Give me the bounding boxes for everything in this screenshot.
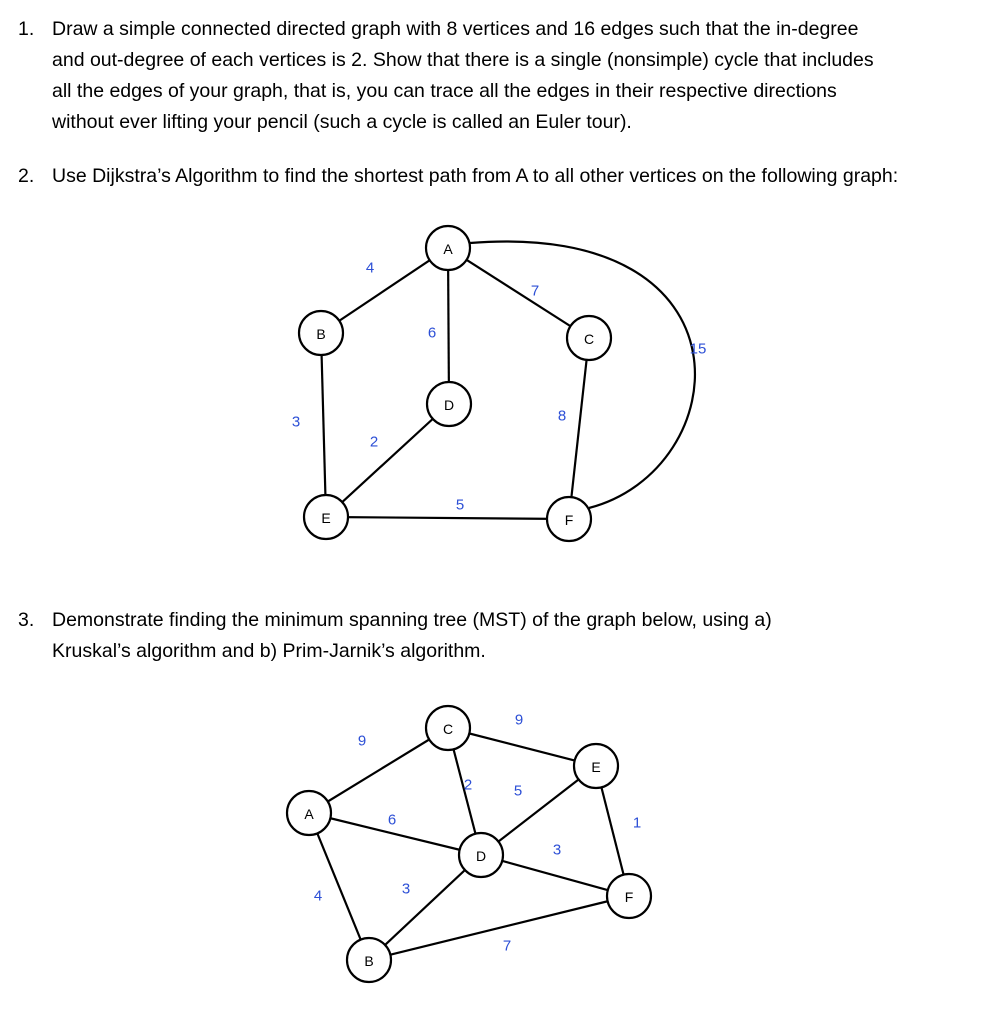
edge-weight-C-D: 2 <box>463 776 473 794</box>
edge-weight-D-B: 3 <box>401 880 411 898</box>
edge-weight-D-E: 2 <box>369 433 379 451</box>
vertex-label-C: C <box>583 331 595 347</box>
edge-D-E <box>326 404 449 517</box>
edge-weight-A-B: 4 <box>365 259 375 277</box>
edge-weight-A-B: 4 <box>313 887 323 905</box>
vertex-label-E: E <box>591 759 601 775</box>
vertex-label-B: B <box>364 953 374 969</box>
edge-weight-E-F: 5 <box>455 496 465 514</box>
vertex-label-C: C <box>442 721 454 737</box>
vertex-label-E: E <box>321 510 331 526</box>
vertex-label-D: D <box>443 397 455 413</box>
question-number: 2. <box>18 165 35 187</box>
question-line: Draw a simple connected directed graph with 8 vertices and 16 edges such that the in-degree <box>52 18 859 40</box>
edge-weight-A-C: 7 <box>530 282 540 300</box>
question-line: Demonstrate finding the minimum spanning tree (MST) of the graph below, using a) <box>52 609 772 631</box>
edge-A-D <box>448 248 449 404</box>
vertex-label-F: F <box>624 889 634 905</box>
edge-weight-A-D: 6 <box>387 811 397 829</box>
edge-weight-A-D: 6 <box>427 324 437 342</box>
question-line: Use Dijkstra’s Algorithm to find the shortest path from A to all other vertices on the following graph: <box>52 165 899 187</box>
edge-weight-B-E: 3 <box>291 413 301 431</box>
vertex-label-A: A <box>304 806 314 822</box>
edge-weight-D-E: 5 <box>513 782 523 800</box>
vertex-label-D: D <box>475 848 487 864</box>
edge-weight-C-E: 9 <box>514 711 524 729</box>
edge-B-F <box>369 896 629 960</box>
question-line: and out-degree of each vertices is 2. Show that there is a single (nonsimple) cycle that includes <box>52 49 874 71</box>
edge-weight-A-C: 9 <box>357 732 367 750</box>
edge-weight-E-F: 1 <box>632 814 642 832</box>
edge-weight-C-F: 8 <box>557 407 567 425</box>
edge-A-B <box>309 813 369 960</box>
question-line: Kruskal’s algorithm and b) Prim-Jarnik’s algorithm. <box>52 640 486 662</box>
edge-B-E <box>321 333 326 517</box>
edge-A-C <box>448 248 589 338</box>
vertex-label-F: F <box>564 512 574 528</box>
edge-E-F <box>326 517 569 519</box>
graph2-diagram <box>287 706 651 982</box>
edge-weight-A-F: 15 <box>689 340 707 358</box>
question-line: without ever lifting your pencil (such a cycle is called an Euler tour). <box>52 111 632 133</box>
graph1-diagram <box>292 226 707 541</box>
question-number: 3. <box>18 609 35 631</box>
edge-A-F <box>470 242 695 508</box>
edge-weight-B-F: 7 <box>502 937 512 955</box>
edge-weight-D-F: 3 <box>552 841 562 859</box>
vertex-label-A: A <box>443 241 453 257</box>
vertex-label-B: B <box>316 326 326 342</box>
edge-A-C <box>309 728 448 813</box>
question-line: all the edges of your graph, that is, you can trace all the edges in their respective directions <box>52 80 837 102</box>
edge-C-F <box>569 338 589 519</box>
question-number: 1. <box>18 18 35 40</box>
